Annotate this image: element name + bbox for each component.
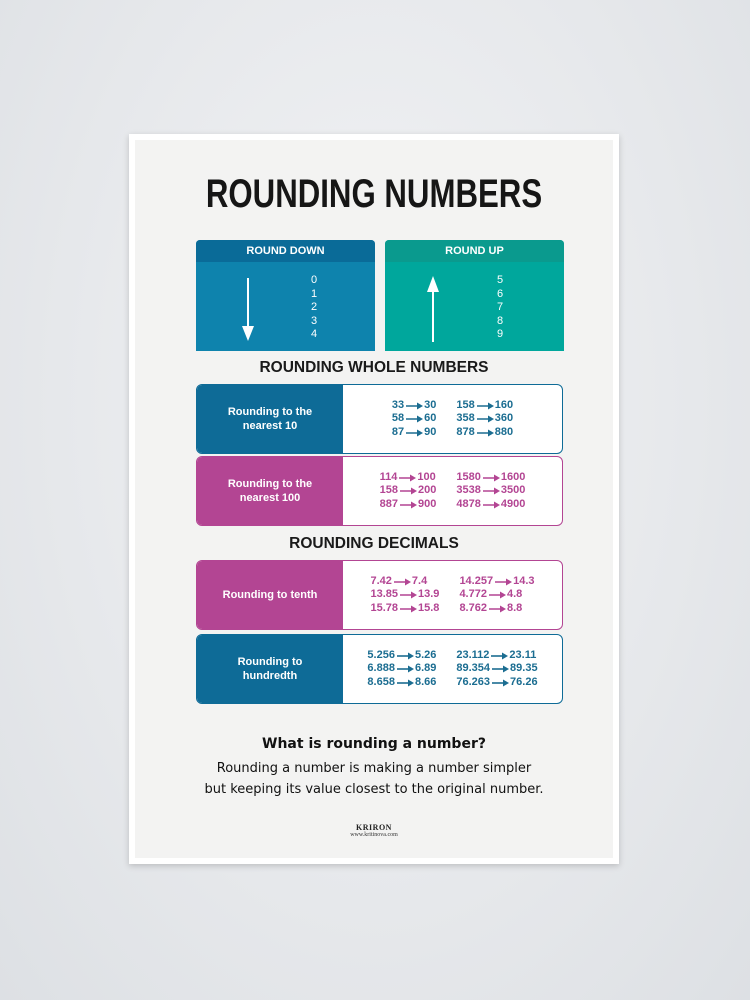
right-arrow-icon <box>396 652 414 660</box>
original-value: 358 <box>456 412 475 425</box>
digit: 3 <box>310 314 318 327</box>
rounded-value: 89.35 <box>510 662 538 675</box>
question-line-2: but keeping its value closest to the original number. <box>204 782 544 797</box>
original-value: 15.78 <box>370 601 399 614</box>
rounding-example <box>456 498 525 512</box>
round-up-digits <box>490 274 510 342</box>
nearest-100-card <box>196 456 563 526</box>
original-value: 4.772 <box>459 588 487 601</box>
rounding-example <box>392 412 437 426</box>
question-text <box>135 758 613 800</box>
original-value: 8.658 <box>367 675 395 688</box>
right-arrow-icon <box>405 402 423 410</box>
right-arrow-icon <box>405 429 423 437</box>
nearest-10-label: Rounding to the nearest 10 <box>197 385 343 453</box>
tenth-label: Rounding to tenth <box>197 561 343 629</box>
right-arrow-icon <box>491 665 509 673</box>
rounded-value: 90 <box>424 425 437 438</box>
original-value: 5.256 <box>367 648 395 661</box>
round-down-label: ROUND DOWN <box>196 240 375 262</box>
rounding-example <box>367 662 436 676</box>
rounding-example <box>456 484 525 498</box>
digit: 1 <box>310 287 318 300</box>
rounded-value: 30 <box>424 398 437 411</box>
poster <box>129 134 619 864</box>
original-value: 158 <box>456 398 475 411</box>
brand-name: KRIRON <box>356 823 392 832</box>
original-value: 3538 <box>456 484 481 497</box>
rounding-example <box>456 471 525 485</box>
digit: 4 <box>310 328 318 340</box>
up-arrow-icon <box>427 276 439 342</box>
examples-column-right <box>456 399 513 440</box>
rounding-example <box>392 426 437 440</box>
right-arrow-icon <box>488 605 506 613</box>
rounded-value: 8.66 <box>414 675 437 688</box>
rounding-example <box>459 575 534 589</box>
rounding-example <box>456 399 513 413</box>
poster-content <box>135 140 613 858</box>
rounding-example <box>459 588 534 602</box>
right-arrow-icon <box>399 605 417 613</box>
rounded-value: 880 <box>494 425 514 438</box>
right-arrow-icon <box>399 501 417 509</box>
rounded-value: 3500 <box>500 484 526 497</box>
right-arrow-icon <box>482 501 500 509</box>
right-arrow-icon <box>491 679 509 687</box>
nearest-100-label: Rounding to the nearest 100 <box>197 457 343 525</box>
original-value: 1580 <box>456 470 481 483</box>
rounding-example <box>456 676 537 690</box>
right-arrow-icon <box>398 474 416 482</box>
original-value: 58 <box>391 412 405 425</box>
question-title: What is rounding a number? <box>262 736 486 752</box>
rounding-example <box>456 426 513 440</box>
rounded-value: 13.9 <box>418 588 440 601</box>
original-value: 33 <box>391 398 405 411</box>
brand-logo <box>135 823 613 838</box>
examples-column-left <box>370 575 439 616</box>
right-arrow-icon <box>396 679 414 687</box>
brand-url: www.kritinova.com <box>350 832 398 838</box>
poster-title: ROUNDING NUMBERS <box>205 172 543 216</box>
hundredth-label: Rounding to hundredth <box>197 635 343 703</box>
original-value: 23.112 <box>456 648 490 661</box>
hundredth-card <box>196 634 563 704</box>
rounding-example <box>370 602 439 616</box>
tenth-card <box>196 560 563 630</box>
rounding-example <box>380 484 437 498</box>
nearest-10-card <box>196 384 563 454</box>
right-arrow-icon <box>399 487 417 495</box>
rounding-example <box>367 649 436 663</box>
nearest-10-examples <box>343 385 562 453</box>
rounded-value: 8.8 <box>506 601 523 614</box>
rounded-value: 6.89 <box>414 662 437 675</box>
examples-column-left <box>367 649 436 690</box>
rounding-example <box>367 676 436 690</box>
rounded-value: 60 <box>424 412 437 425</box>
rounding-example <box>456 412 513 426</box>
rounding-example <box>370 588 439 602</box>
right-arrow-icon <box>488 591 506 599</box>
original-value: 887 <box>379 497 399 510</box>
original-value: 7.42 <box>370 574 392 587</box>
original-value: 13.85 <box>370 588 399 601</box>
original-value: 14.257 <box>459 574 494 587</box>
down-arrow-icon <box>242 278 254 342</box>
whole-numbers-heading: ROUNDING WHOLE NUMBERS <box>259 359 489 376</box>
nearest-100-examples <box>343 457 562 525</box>
digit: 5 <box>496 274 504 286</box>
right-arrow-icon <box>393 578 411 586</box>
digit: 0 <box>310 274 318 286</box>
original-value: 4878 <box>456 497 481 510</box>
original-value: 87 <box>391 425 405 438</box>
digit: 8 <box>496 314 504 327</box>
hundredth-examples <box>343 635 562 703</box>
rounded-value: 1600 <box>500 470 526 483</box>
examples-column-right <box>456 471 525 512</box>
rounding-example <box>380 498 437 512</box>
digit: 7 <box>496 301 504 313</box>
decimals-heading: ROUNDING DECIMALS <box>289 535 459 552</box>
round-down-box <box>196 240 375 351</box>
right-arrow-icon <box>490 652 508 660</box>
examples-column-right <box>456 649 537 690</box>
original-value: 89.354 <box>456 662 491 675</box>
digit: 6 <box>496 287 504 300</box>
rounding-example <box>459 602 534 616</box>
digit: 2 <box>310 301 318 313</box>
original-value: 8.762 <box>459 601 487 614</box>
rounded-value: 360 <box>494 412 514 425</box>
original-value: 158 <box>379 484 399 497</box>
rounded-value: 200 <box>418 484 437 497</box>
right-arrow-icon <box>494 578 512 586</box>
rounded-value: 4.8 <box>506 588 523 601</box>
rounded-value: 76.26 <box>510 675 538 688</box>
rounding-example <box>370 575 439 589</box>
rounded-value: 4900 <box>500 497 526 510</box>
right-arrow-icon <box>476 429 494 437</box>
rounded-value: 14.3 <box>513 574 535 587</box>
right-arrow-icon <box>405 415 423 423</box>
rounded-value: 5.26 <box>414 648 437 661</box>
rounding-example <box>456 662 537 676</box>
right-arrow-icon <box>482 487 500 495</box>
original-value: 6.888 <box>367 662 395 675</box>
right-arrow-icon <box>396 665 414 673</box>
rounded-value: 7.4 <box>411 574 428 587</box>
right-arrow-icon <box>482 474 500 482</box>
original-value: 878 <box>456 425 475 438</box>
rounding-example <box>456 649 537 663</box>
rounding-example <box>392 399 437 413</box>
rounded-value: 160 <box>494 398 514 411</box>
rounding-example <box>380 471 437 485</box>
rounded-value: 23.11 <box>509 648 537 661</box>
right-arrow-icon <box>476 415 494 423</box>
examples-column-left <box>380 471 437 512</box>
right-arrow-icon <box>476 402 494 410</box>
round-up-box <box>385 240 564 351</box>
tenth-examples <box>343 561 562 629</box>
question-line-1: Rounding a number is making a number simpler <box>216 761 532 776</box>
examples-column-right <box>459 575 534 616</box>
examples-column-left <box>392 399 437 440</box>
rounded-value: 100 <box>417 470 436 483</box>
rounded-value: 900 <box>418 497 437 510</box>
right-arrow-icon <box>399 591 417 599</box>
rounded-value: 15.8 <box>418 601 440 614</box>
digit: 9 <box>496 328 504 340</box>
round-up-label: ROUND UP <box>385 240 564 262</box>
round-down-digits <box>304 274 324 342</box>
original-value: 114 <box>379 470 398 483</box>
original-value: 76.263 <box>456 675 491 688</box>
